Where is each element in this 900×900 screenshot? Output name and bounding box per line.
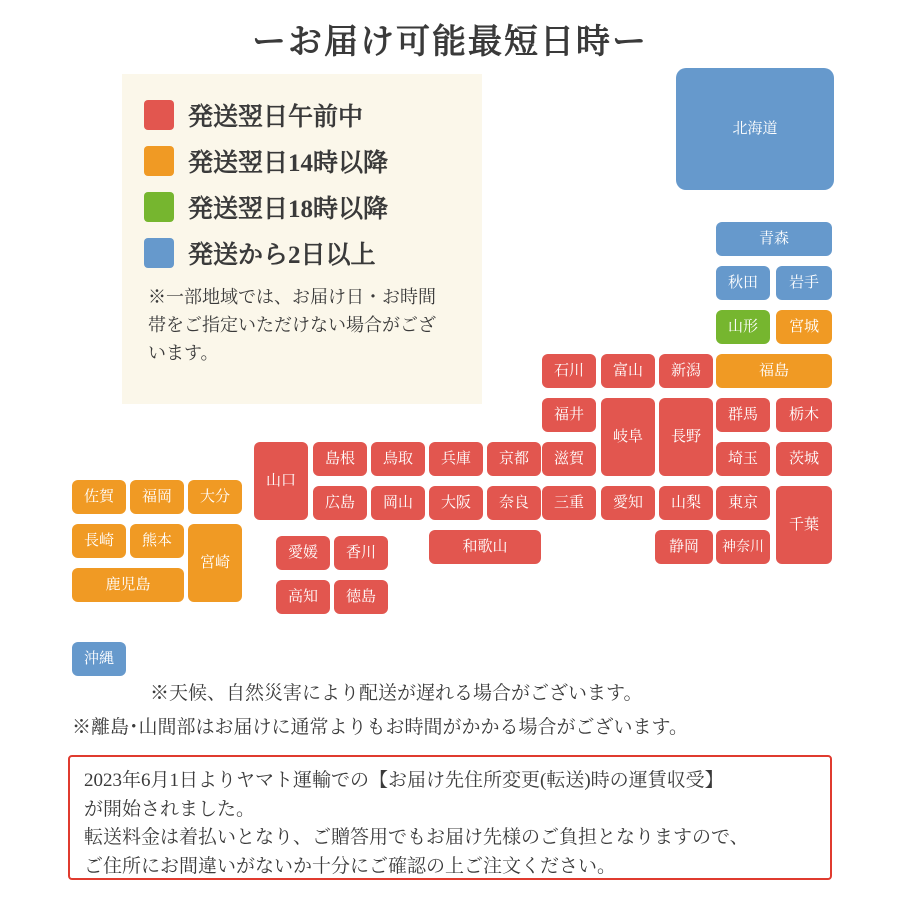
pref-label-tottori: 鳥取: [382, 449, 413, 467]
legend-label-red: 発送翌日午前中: [188, 104, 364, 131]
pref-kumamoto: [130, 524, 184, 558]
pref-ehime: [276, 536, 330, 570]
pref-label-miyagi: 宮城: [788, 317, 819, 335]
pref-label-kochi: 高知: [287, 587, 318, 605]
pref-fukui: [542, 398, 596, 432]
pref-label-aomori: 青森: [758, 229, 789, 247]
pref-chiba: [776, 486, 832, 564]
legend-label-blue: 発送から2日以上: [188, 242, 376, 269]
pref-label-oita: 大分: [199, 487, 230, 505]
pref-oita: [188, 480, 242, 514]
note-weather: ※天候、自然災害により配送が遅れる場合がございます。: [150, 683, 643, 704]
pref-label-miyazaki: 宮崎: [199, 553, 230, 571]
pref-label-saga: 佐賀: [83, 487, 114, 505]
pref-fukushima: [716, 354, 832, 388]
pref-label-yamanashi: 山梨: [670, 493, 701, 511]
legend-swatch-blue: [144, 238, 174, 268]
warning-box: [68, 755, 832, 880]
legend-note: ※一部地域では、お届け日・お時間帯をご指定いただけない場合がございます。: [148, 287, 436, 363]
pref-niigata: [659, 354, 713, 388]
pref-label-gifu: 岐阜: [612, 427, 643, 445]
pref-toyama: [601, 354, 655, 388]
pref-shimane: [313, 442, 367, 476]
pref-label-hokkaido: 北海道: [732, 119, 778, 137]
legend-swatch-green: [144, 192, 174, 222]
pref-label-kagoshima: 鹿児島: [105, 575, 151, 593]
warning-line-1: 2023年6月1日よりヤマト運輸での【お届け先住所変更(転送)時の運賃収受】: [84, 770, 724, 791]
pref-label-fukui: 福井: [553, 405, 584, 423]
pref-label-ibaraki: 茨城: [788, 449, 819, 467]
pref-miyagi: [776, 310, 832, 344]
pref-nara: [487, 486, 541, 520]
note-islands: ※離島･山間部はお届けに通常よりもお時間がかかる場合がございます。: [72, 717, 688, 738]
pref-ishikawa: [542, 354, 596, 388]
pref-label-yamaguchi: 山口: [265, 471, 296, 489]
legend-item-orange: [144, 138, 482, 184]
pref-label-gunma: 群馬: [727, 405, 758, 423]
pref-fukuoka: [130, 480, 184, 514]
pref-label-nagasaki: 長崎: [83, 531, 114, 549]
pref-kanagawa: [716, 530, 770, 564]
pref-ibaraki: [776, 442, 832, 476]
pref-label-shizuoka: 静岡: [668, 537, 699, 555]
pref-label-kyoto: 京都: [498, 449, 529, 467]
pref-wakayama: [429, 530, 541, 564]
legend-label-orange: 発送翌日14時以降: [188, 150, 389, 177]
pref-label-kumamoto: 熊本: [141, 531, 172, 549]
warning-line-4: ご住所にお間違いがないか十分にご確認の上ご注文ください。: [84, 855, 617, 877]
pref-label-ishikawa: 石川: [553, 361, 584, 379]
pref-label-nara: 奈良: [498, 493, 529, 511]
legend-item-red: [144, 92, 482, 138]
pref-yamanashi: [659, 486, 713, 520]
warning-line-2: が開始されました。: [84, 798, 256, 820]
pref-label-hyogo: 兵庫: [440, 449, 471, 467]
pref-kagawa: [334, 536, 388, 570]
pref-tokyo: [716, 486, 770, 520]
pref-okinawa: [72, 642, 126, 676]
legend-label-green: 発送翌日18時以降: [188, 196, 389, 223]
pref-iwate: [776, 266, 832, 300]
pref-gifu: [601, 398, 655, 476]
pref-yamaguchi: [254, 442, 308, 520]
legend-panel: [122, 74, 482, 404]
legend-swatch-orange: [144, 146, 174, 176]
pref-label-tokushima: 徳島: [345, 587, 376, 605]
pref-label-nagano: 長野: [670, 427, 701, 445]
pref-label-chiba: 千葉: [788, 515, 819, 533]
pref-saga: [72, 480, 126, 514]
pref-label-tokyo: 東京: [727, 493, 758, 511]
warning-line-3: 転送料金は着払いとなり、ご贈答用でもお届け先様のご負担となりますので、: [84, 827, 749, 848]
pref-label-yamagata: 山形: [727, 317, 758, 335]
pref-hiroshima: [313, 486, 367, 520]
pref-label-shiga: 滋賀: [553, 449, 584, 467]
pref-label-osaka: 大阪: [440, 493, 471, 511]
pref-kyoto: [487, 442, 541, 476]
pref-mie: [542, 486, 596, 520]
pref-nagasaki: [72, 524, 126, 558]
pref-yamagata: [716, 310, 770, 344]
pref-shizuoka: [655, 530, 713, 564]
pref-nagano: [659, 398, 713, 476]
pref-label-ehime: 愛媛: [287, 543, 318, 561]
pref-label-shimane: 島根: [324, 449, 355, 467]
pref-tokushima: [334, 580, 388, 614]
pref-shiga: [542, 442, 596, 476]
legend-swatch-red: [144, 100, 174, 130]
pref-saitama: [716, 442, 770, 476]
pref-label-okayama: 岡山: [382, 493, 413, 511]
pref-tochigi: [776, 398, 832, 432]
pref-label-kanagawa: 神奈川: [722, 538, 764, 555]
pref-osaka: [429, 486, 483, 520]
pref-label-fukushima: 福島: [758, 361, 789, 379]
pref-kagoshima: [72, 568, 184, 602]
pref-label-mie: 三重: [553, 493, 584, 511]
pref-label-niigata: 新潟: [670, 361, 701, 379]
pref-label-kagawa: 香川: [345, 543, 376, 561]
legend-item-blue: [144, 230, 482, 276]
pref-label-toyama: 富山: [612, 361, 643, 379]
pref-label-akita: 秋田: [727, 273, 758, 291]
pref-aichi: [601, 486, 655, 520]
pref-hyogo: [429, 442, 483, 476]
pref-kochi: [276, 580, 330, 614]
pref-hokkaido: [676, 68, 834, 190]
pref-label-aichi: 愛知: [612, 493, 643, 511]
pref-label-hiroshima: 広島: [324, 493, 355, 511]
pref-label-iwate: 岩手: [788, 273, 819, 291]
pref-label-fukuoka: 福岡: [141, 487, 172, 505]
pref-aomori: [716, 222, 832, 256]
pref-miyazaki: [188, 524, 242, 602]
page-title: ーお届け可能最短日時ー: [252, 24, 648, 61]
pref-label-saitama: 埼玉: [727, 449, 758, 467]
pref-label-wakayama: 和歌山: [462, 537, 508, 555]
pref-label-tochigi: 栃木: [788, 405, 819, 423]
pref-label-okinawa: 沖縄: [83, 649, 114, 667]
pref-akita: [716, 266, 770, 300]
pref-gunma: [716, 398, 770, 432]
pref-tottori: [371, 442, 425, 476]
pref-okayama: [371, 486, 425, 520]
legend-item-green: [144, 184, 482, 230]
